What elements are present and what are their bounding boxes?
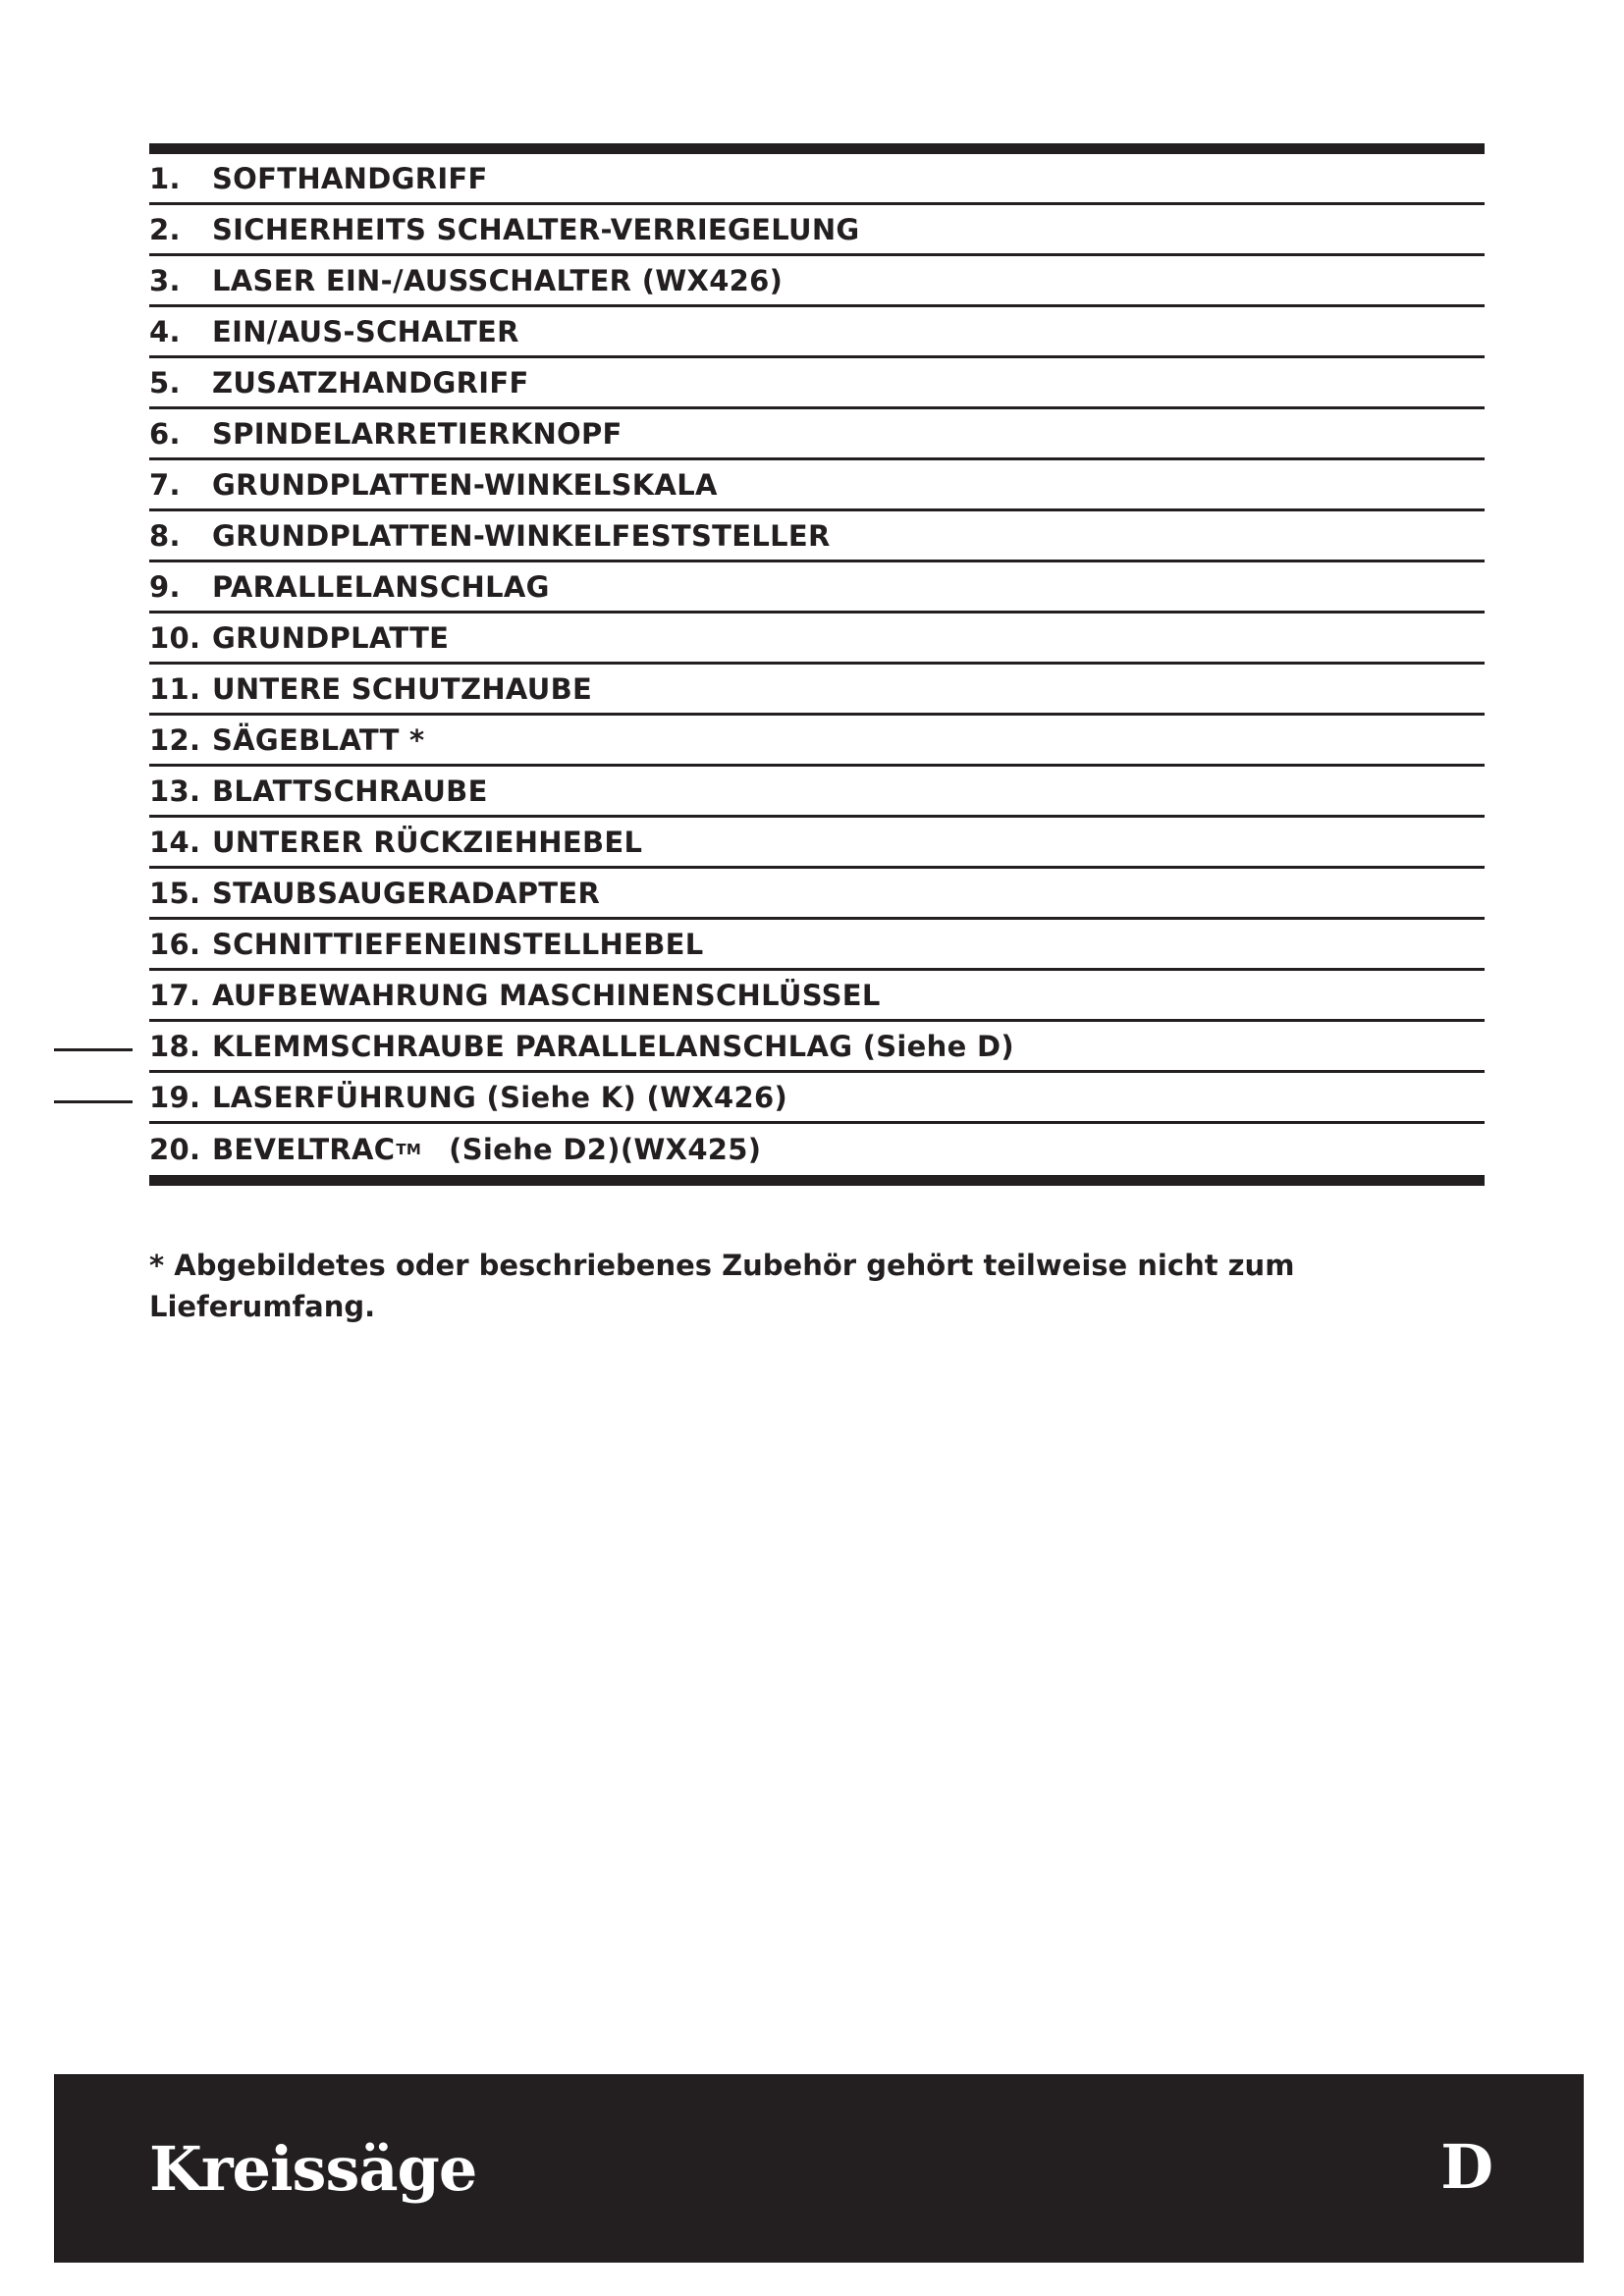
item-number: 9. — [149, 569, 181, 604]
item-number: 12. — [149, 722, 201, 757]
list-item — [149, 205, 1485, 256]
footer-bar — [54, 2074, 1584, 2263]
item-number: 7. — [149, 467, 181, 502]
item-number: 19. — [149, 1080, 201, 1114]
item-number: 17. — [149, 978, 201, 1012]
language-code: D — [1440, 2131, 1493, 2203]
item-label: SOFTHANDGRIFF — [212, 161, 488, 195]
list-item — [149, 154, 1485, 205]
item-label: AUFBEWAHRUNG MASCHINENSCHLÜSSEL — [212, 978, 881, 1012]
list-item — [149, 1124, 1485, 1175]
list-item — [149, 920, 1485, 971]
item-number: 5. — [149, 365, 181, 400]
trademark-mark: TM — [396, 1141, 422, 1158]
list-item — [149, 716, 1485, 767]
list-item — [149, 511, 1485, 562]
list-item — [149, 1022, 1485, 1073]
item-label: SICHERHEITS SCHALTER-VERRIEGELUNG — [212, 212, 860, 246]
item-label: SCHNITTIEFENEINSTELLHEBEL — [212, 927, 704, 961]
list-item — [149, 767, 1485, 818]
item-label: SÄGEBLATT * — [212, 722, 425, 757]
item-number: 2. — [149, 212, 181, 246]
item-label: PARALLELANSCHLAG — [212, 569, 550, 604]
item-label: SPINDELARRETIERKNOPF — [212, 416, 623, 451]
item-label: GRUNDPLATTE — [212, 620, 450, 655]
list-item — [149, 307, 1485, 358]
item-label: UNTERE SCHUTZHAUBE — [212, 671, 593, 706]
item-number: 6. — [149, 416, 181, 451]
list-item — [149, 562, 1485, 614]
item-number: 18. — [149, 1029, 201, 1063]
item-label: BLATTSCHRAUBE — [212, 774, 488, 808]
list-item — [149, 971, 1485, 1022]
item-suffix: (Siehe D2)(WX425) — [449, 1133, 762, 1166]
footer-title: Kreissäge — [149, 2133, 477, 2205]
list-item — [149, 409, 1485, 460]
item-number: 11. — [149, 671, 201, 706]
item-number: 13. — [149, 774, 201, 808]
item-number: 4. — [149, 314, 181, 348]
list-item — [149, 869, 1485, 920]
item-number: 20. — [149, 1133, 201, 1166]
item-label: STAUBSAUGERADAPTER — [212, 876, 601, 910]
item-label: LASER EIN-/AUSSCHALTER (WX426) — [212, 263, 784, 297]
item-label: GRUNDPLATTEN-WINKELSKALA — [212, 467, 718, 502]
item-number: 8. — [149, 518, 181, 553]
list-item — [149, 614, 1485, 665]
parts-list — [149, 143, 1485, 1186]
list-item — [149, 460, 1485, 511]
item-label: ZUSATZHANDGRIFF — [212, 365, 529, 400]
item-number: 1. — [149, 161, 181, 195]
list-item — [149, 358, 1485, 409]
list-item — [149, 1073, 1485, 1124]
item-number: 14. — [149, 825, 201, 859]
item-label: GRUNDPLATTEN-WINKELFESTSTELLER — [212, 518, 831, 553]
side-marker-line — [54, 1100, 133, 1103]
item-label: KLEMMSCHRAUBE PARALLELANSCHLAG (Siehe D) — [212, 1029, 1014, 1063]
item-number: 15. — [149, 876, 201, 910]
list-item — [149, 256, 1485, 307]
item-label: LASERFÜHRUNG (Siehe K) (WX426) — [212, 1080, 787, 1114]
item-label: UNTERER RÜCKZIEHHEBEL — [212, 825, 643, 859]
item-label: EIN/AUS-SCHALTER — [212, 314, 519, 348]
item-number: 3. — [149, 263, 181, 297]
item-number: 10. — [149, 620, 201, 655]
item-label: BEVELTRAC — [212, 1133, 396, 1166]
list-item — [149, 818, 1485, 869]
item-number: 16. — [149, 927, 201, 961]
side-marker-line — [54, 1048, 133, 1051]
list-item — [149, 665, 1485, 716]
footnote: * Abgebildetes oder beschriebenes Zubehör gehört teilweise nicht zum Lieferumfang. — [149, 1249, 1295, 1323]
